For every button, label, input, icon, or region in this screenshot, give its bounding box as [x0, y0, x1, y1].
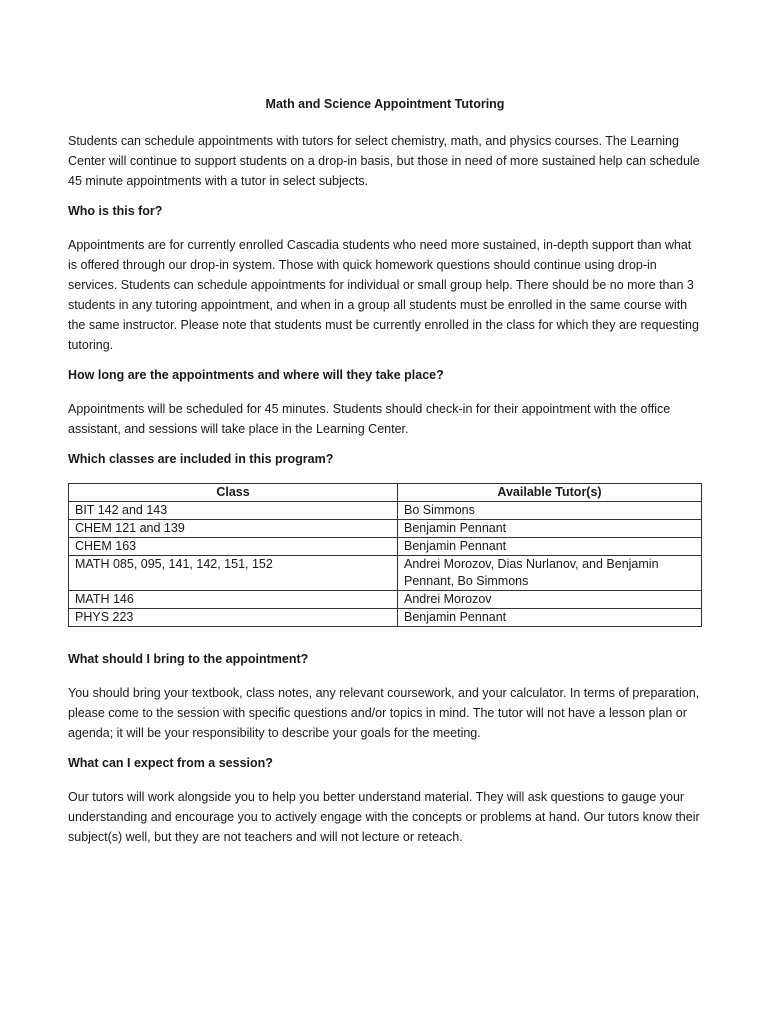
class-cell: BIT 142 and 143 — [69, 502, 398, 520]
table-row — [69, 556, 702, 591]
tutor-cell: Benjamin Pennant — [398, 538, 702, 556]
tutor-cell: Bo Simmons — [398, 502, 702, 520]
expect-heading: What can I expect from a session? — [68, 756, 273, 770]
who-heading: Who is this for? — [68, 204, 163, 218]
who-paragraph: Appointments are for currently enrolled Cascadia students who need more sustained, in-depth support than what is offered through our drop-in system. Those with quick homework questions should continue using drop-in services. Students can schedule appointments for individual or small group help. There should be no more than 3 students in any tutoring appointment, and when in a group all students must be enrolled in the same course with the same instructor. Please note that students must be currently enrolled in the class for which they are requesting tutoring. — [68, 238, 699, 352]
table-row — [69, 538, 702, 556]
class-cell: CHEM 163 — [69, 538, 398, 556]
header-class: Class — [69, 484, 398, 502]
expect-paragraph: Our tutors will work alongside you to help you better understand material. They will ask questions to gauge your understanding and encourage you to actively engage with the concepts or problems at hand. Our tutors know their subject(s) well, but they are not teachers and will not lecture or reteach. — [68, 790, 700, 844]
classes-table — [68, 483, 702, 627]
tutor-cell: Benjamin Pennant — [398, 520, 702, 538]
bring-heading: What should I bring to the appointment? — [68, 652, 309, 666]
class-cell: MATH 146 — [69, 591, 398, 609]
bring-paragraph: You should bring your textbook, class notes, any relevant coursework, and your calculator. In terms of preparation, please come to the session with specific questions and/or topics in mind. The tutor will not have a lesson plan or agenda; it will be your responsibility to describe your goals for the meeting. — [68, 686, 700, 740]
class-cell: MATH 085, 095, 141, 142, 151, 152 — [69, 556, 398, 591]
table-row — [69, 520, 702, 538]
class-cell: PHYS 223 — [69, 609, 398, 627]
table-header-row — [69, 484, 702, 502]
tutor-cell: Andrei Morozov, Dias Nurlanov, and Benjamin Pennant, Bo Simmons — [398, 556, 702, 591]
how-long-paragraph: Appointments will be scheduled for 45 minutes. Students should check-in for their appointment with the office assistant, and sessions will take place in the Learning Center. — [68, 402, 671, 436]
tutor-cell: Benjamin Pennant — [398, 609, 702, 627]
page-title: Math and Science Appointment Tutoring — [265, 97, 505, 111]
intro-paragraph: Students can schedule appointments with tutors for select chemistry, math, and physics courses. The Learning Center will continue to support students on a drop-in basis, but those in need of more sustained help can schedule 45 minute appointments with a tutor in select subjects. — [68, 134, 700, 188]
header-tutors: Available Tutor(s) — [398, 484, 702, 502]
table-row — [69, 502, 702, 520]
table-row — [69, 591, 702, 609]
classes-heading: Which classes are included in this program? — [68, 452, 334, 466]
how-long-heading: How long are the appointments and where will they take place? — [68, 368, 444, 382]
tutor-cell: Andrei Morozov — [398, 591, 702, 609]
class-cell: CHEM 121 and 139 — [69, 520, 398, 538]
table-row — [69, 609, 702, 627]
